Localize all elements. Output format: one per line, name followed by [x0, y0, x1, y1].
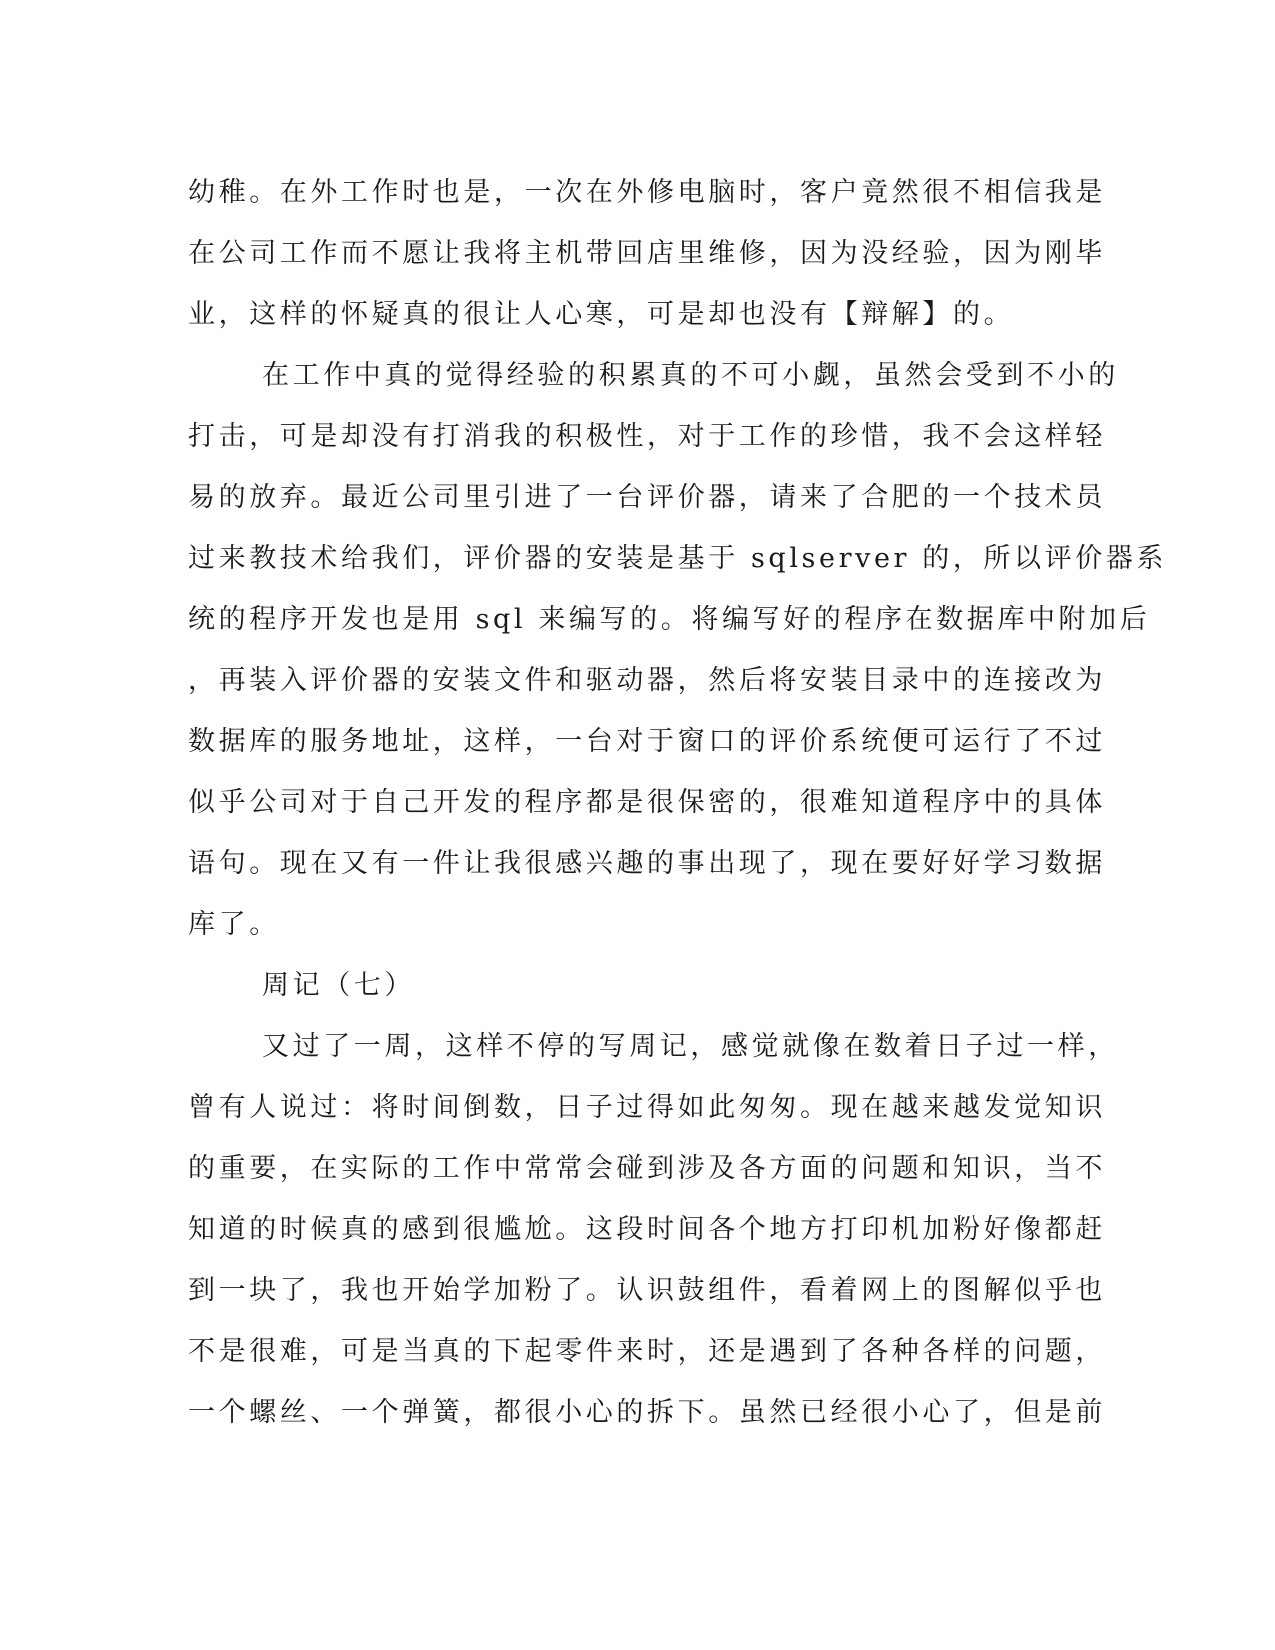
text-line: 库了。 — [188, 909, 280, 940]
text-line: 曾有人说过：将时间倒数，日子过得如此匆匆。现在越来越发觉知识 — [188, 1092, 1106, 1123]
text-line: 知道的时候真的感到很尴尬。这段时间各个地方打印机加粉好像都赶 — [188, 1214, 1106, 1245]
body-text — [188, 162, 1168, 1443]
text-line: 幼稚。在外工作时也是，一次在外修电脑时，客户竟然很不相信我是 — [188, 177, 1106, 208]
text-line: 打击，可是却没有打消我的积极性，对于工作的珍惜，我不会这样轻 — [188, 421, 1106, 452]
text-line: 统的程序开发也是用 sql 来编写的。将编写好的程序在数据库中附加后 — [188, 604, 1151, 635]
paragraph-first-line: 又过了一周，这样不停的写周记，感觉就像在数着日子过一样， — [262, 1031, 1119, 1062]
text-line: 在公司工作而不愿让我将主机带回店里维修，因为没经验，因为刚毕 — [188, 238, 1106, 269]
text-line: 的重要，在实际的工作中常常会碰到涉及各方面的问题和知识，当不 — [188, 1153, 1106, 1184]
text-line: 业，这样的怀疑真的很让人心寒，可是却也没有【辩解】的。 — [188, 299, 1015, 330]
paragraph-first-line: 在工作中真的觉得经验的积累真的不可小觑，虽然会受到不小的 — [262, 360, 1119, 391]
text-line: 数据库的服务地址，这样，一台对于窗口的评价系统便可运行了不过 — [188, 726, 1106, 757]
text-line: 到一块了，我也开始学加粉了。认识鼓组件，看着网上的图解似乎也 — [188, 1275, 1106, 1306]
text-line: 一个螺丝、一个弹簧，都很小心的拆下。虽然已经很小心了，但是前 — [188, 1397, 1106, 1428]
text-line: 语句。现在又有一件让我很感兴趣的事出现了，现在要好好学习数据 — [188, 848, 1106, 879]
text-line: 不是很难，可是当真的下起零件来时，还是遇到了各种各样的问题， — [188, 1336, 1106, 1367]
text-line: 过来教技术给我们，评价器的安装是基于 sqlserver 的，所以评价器系 — [188, 543, 1168, 574]
section-heading: 周记（七） — [262, 970, 415, 1001]
text-line: ，再装入评价器的安装文件和驱动器，然后将安装目录中的连接改为 — [188, 665, 1106, 696]
text-line: 易的放弃。最近公司里引进了一台评价器，请来了合肥的一个技术员 — [188, 482, 1106, 513]
text-line: 似乎公司对于自己开发的程序都是很保密的，很难知道程序中的具体 — [188, 787, 1106, 818]
